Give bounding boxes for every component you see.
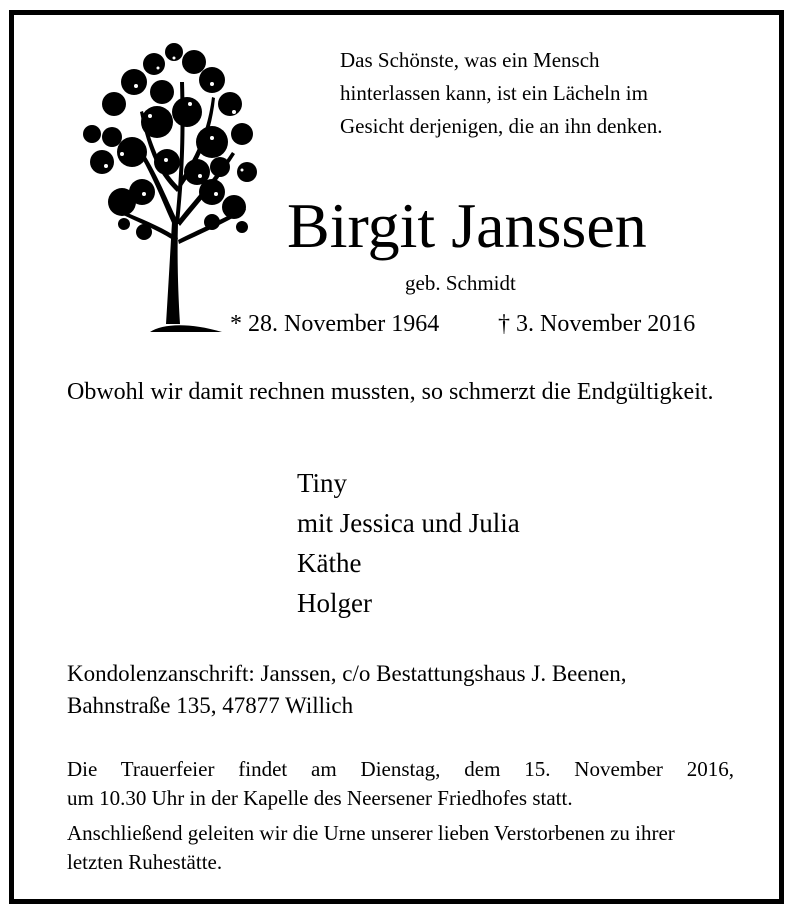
condolence-address <box>67 658 627 722</box>
quote-line: Das Schönste, was ein Mensch <box>340 48 600 72</box>
funeral-service-info <box>67 755 734 813</box>
quote-line: Gesicht derjenigen, die an ihn denken. <box>340 114 663 138</box>
family-member: mit Jessica und Julia <box>297 508 520 538</box>
service-line: um 10.30 Uhr in der Kapelle des Neersener Friedhofes statt. <box>67 786 573 810</box>
family-member: Holger <box>297 588 372 618</box>
family-list <box>297 463 520 623</box>
death-date: † 3. November 2016 <box>498 311 696 337</box>
quote-line: hinterlassen kann, ist ein Lächeln im <box>340 81 648 105</box>
birth-name: geb. Schmidt <box>405 271 516 295</box>
tree-icon <box>62 42 262 337</box>
family-member: Tiny <box>297 468 348 498</box>
address-line: Kondolenzanschrift: Janssen, c/o Bestattungshaus J. Beenen, <box>67 661 627 686</box>
birth-date: * 28. November 1964 <box>230 311 440 337</box>
urn-burial-info: Anschließend geleiten wir die Urne unserer lieben Verstorbenen zu ihrer letzten Ruhestätte. <box>67 821 675 874</box>
family-member: Käthe <box>297 548 362 578</box>
memorial-quote <box>340 44 740 143</box>
intro-text: Obwohl wir damit rechnen mussten, so schmerzt die Endgültigkeit. <box>67 379 714 405</box>
deceased-name: Birgit Janssen <box>287 190 647 261</box>
address-line: Bahnstraße 135, 47877 Willich <box>67 693 354 718</box>
service-line: Die Trauerfeier findet am Dienstag, dem 15. November 2016, <box>67 757 734 781</box>
